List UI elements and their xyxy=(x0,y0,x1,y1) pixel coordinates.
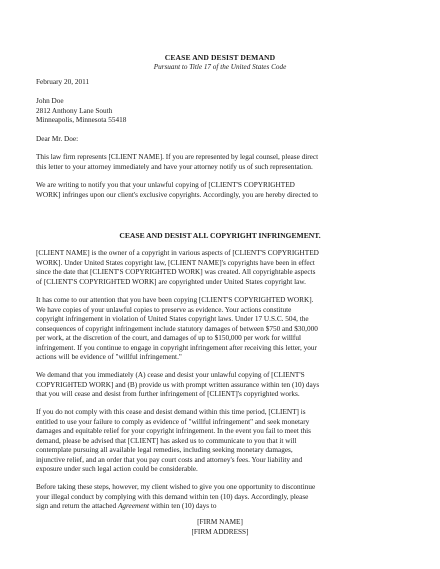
paragraph-demand xyxy=(36,371,408,400)
firm-name: [FIRM NAME] xyxy=(197,518,243,526)
recipient-street: 2812 Anthony Lane South xyxy=(36,106,113,115)
firm-signature-block xyxy=(0,518,440,537)
salutation-text: Dear Mr. Doe: xyxy=(36,135,79,143)
document-subtitle: Pursuant to Title 17 of the United States Code xyxy=(153,63,287,71)
firm-address: [FIRM ADDRESS] xyxy=(191,527,249,536)
paragraph-line: infringement. If you continue to engage in copyright infringement after receiving this letter, your xyxy=(36,343,317,352)
paragraph-line: consequences of copyright infringement include statutory damages of between $750 and $30,000 xyxy=(36,324,318,333)
paragraph-line: this letter to your attorney immediately and have your attorney notify us of such representation. xyxy=(36,162,313,171)
paragraph-line: It has come to our attention that you have been copying [CLIENT'S COPYRIGHTED WORK]. xyxy=(36,296,314,304)
recipient-address xyxy=(36,97,408,126)
date-text: February 20, 2011 xyxy=(36,78,90,86)
paragraph-owner xyxy=(36,249,408,287)
paragraph-line: We are writing to notify you that your unlawful copying of [CLIENT'S COPYRIGHTED xyxy=(36,181,295,189)
paragraph-line: your illegal conduct by complying with this demand within ten (10) days. Accordingly, please xyxy=(36,492,309,501)
section-heading: CEASE AND DESIST ALL COPYRIGHT INFRINGEMENT. xyxy=(119,231,321,240)
paragraph-line: WORK] infringes upon our client's exclusive copyrights. Accordingly, you are hereby directed to xyxy=(36,190,318,199)
paragraph-line: Before taking these steps, however, my client wished to give you one opportunity to discontinue xyxy=(36,483,316,491)
paragraph-line: We demand that you immediately (A) cease and desist your unlawful copying of [CLIENT'S xyxy=(36,371,305,379)
paragraph-attention xyxy=(36,296,408,363)
recipient-name: John Doe xyxy=(36,97,64,105)
paragraph-intro xyxy=(36,153,408,172)
paragraph-line: WORK]. Under United States copyright law, [CLIENT NAME]'s copyrights have been in effect xyxy=(36,258,315,267)
paragraph-comply xyxy=(36,408,408,475)
paragraph-line: damages and equitable relief for your copyright infringement. In the event you fail to meet this xyxy=(36,427,312,435)
paragraph-notify xyxy=(36,181,408,200)
paragraph-line: injunctive relief, and an order that you pay court costs and attorney's fees. Your liability and xyxy=(36,455,303,464)
paragraph-line: If you do not comply with this cease and desist demand within this time period, [CLIENT] is xyxy=(36,408,306,416)
paragraph-line: actions will be evidence of "willful infringement." xyxy=(36,353,182,361)
paragraph-line: This law firm represents [CLIENT NAME]. If you are represented by legal counsel, please direct xyxy=(36,153,319,161)
document-title: CEASE AND DESIST DEMAND xyxy=(164,53,276,62)
paragraph-line: demand, please be advised that [CLIENT] has asked us to communicate to you that it will xyxy=(36,436,297,445)
salutation xyxy=(36,135,408,145)
paragraph-before xyxy=(36,483,408,512)
paragraph-line xyxy=(36,502,408,512)
line-text: within ten (10) days to xyxy=(149,502,217,510)
paragraph-line: since the date that [CLIENT'S COPYRIGHTED WORK] was created. All copyrightable aspects xyxy=(36,268,316,276)
letter-date xyxy=(36,78,408,88)
paragraph-line: We have copies of your unlawful copies to preserve as evidence. Your actions constitute xyxy=(36,305,292,314)
paragraph-line: contemplate pursuing all available legal remedies, including seeking monetary damages, xyxy=(36,446,293,454)
recipient-city: Minneapolis, Minnesota 55418 xyxy=(36,116,127,124)
paragraph-line: copyright infringement in violation of United States copyright laws. Under 17 U.S.C. 504, the xyxy=(36,315,309,323)
agreement-emphasis: Agreement xyxy=(117,502,150,510)
paragraph-line: COPYRIGHTED WORK] and (B) provide us with prompt written assurance within ten (10) days xyxy=(36,380,320,389)
paragraph-line: that you will cease and desist from further infringement of [CLIENT]'s copyrighted works. xyxy=(36,390,300,398)
line-text: sign and return the attached xyxy=(36,502,118,510)
paragraph-line: per work, at the discretion of the court, and damages of up to $150,000 per work for willful xyxy=(36,334,301,342)
paragraph-line: of [CLIENT'S COPYRIGHTED WORK] are copyrighted under United States copyright law. xyxy=(36,277,306,286)
paragraph-line: entitled to use your failure to comply as evidence of "willful infringement" and seek monetary xyxy=(36,417,310,426)
paragraph-line: exposure under such legal action could be considerable. xyxy=(36,465,198,473)
paragraph-line: [CLIENT NAME] is the owner of a copyright in various aspects of [CLIENT'S COPYRIGHTED xyxy=(36,249,319,257)
